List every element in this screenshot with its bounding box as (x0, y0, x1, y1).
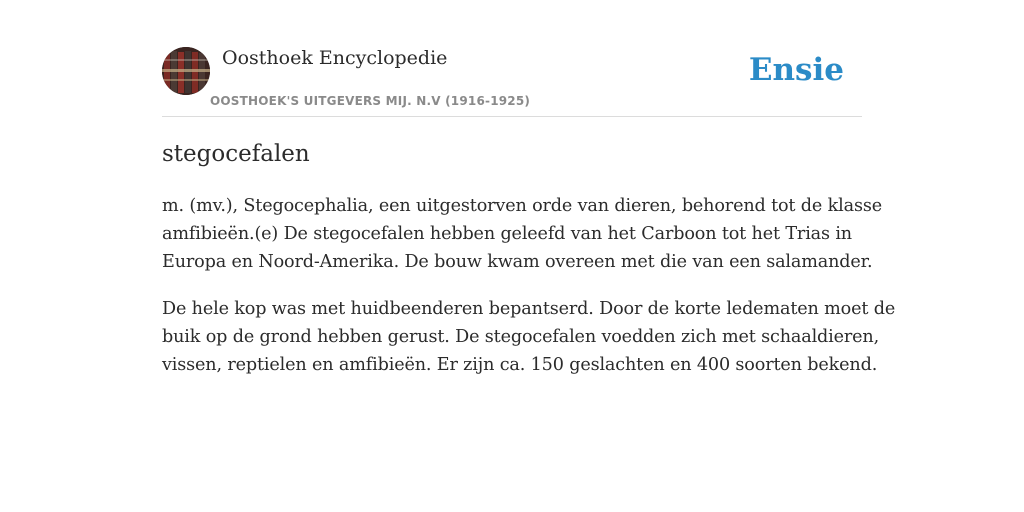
brand-logo-link[interactable]: Ensie (748, 52, 844, 88)
source-avatar[interactable] (162, 47, 210, 95)
entry-paragraph (162, 295, 896, 379)
entry-content (162, 192, 896, 398)
paragraph-line: De hele kop was met huidbeenderen bepantserd. Door de korte ledematen moet de (162, 299, 896, 319)
paragraph-line: amfibieën.(e) De stegocefalen hebben geleefd van het Carboon tot het Trias in (162, 224, 852, 244)
entry-term: stegocefalen (162, 141, 310, 167)
paragraph-line: Europa en Noord-Amerika. De bouw kwam overeen met die van een salamander. (162, 252, 873, 272)
page-header (162, 46, 862, 117)
source-subtitle: OOSTHOEK'S UITGEVERS MIJ. N.V (1916-1925) (210, 94, 531, 108)
source-title[interactable]: Oosthoek Encyclopedie (222, 47, 448, 69)
paragraph-line: vissen, reptielen en amfibieën. Er zijn ca. 150 geslachten en 400 soorten bekend. (162, 355, 878, 375)
paragraph-line: m. (mv.), Stegocephalia, een uitgestorven orde van dieren, behorend tot de klasse (162, 196, 882, 216)
book-spines-icon (162, 47, 210, 95)
paragraph-line: buik op de grond hebben gerust. De stegocefalen voedden zich met schaaldieren, (162, 327, 880, 347)
entry-paragraph (162, 192, 882, 276)
